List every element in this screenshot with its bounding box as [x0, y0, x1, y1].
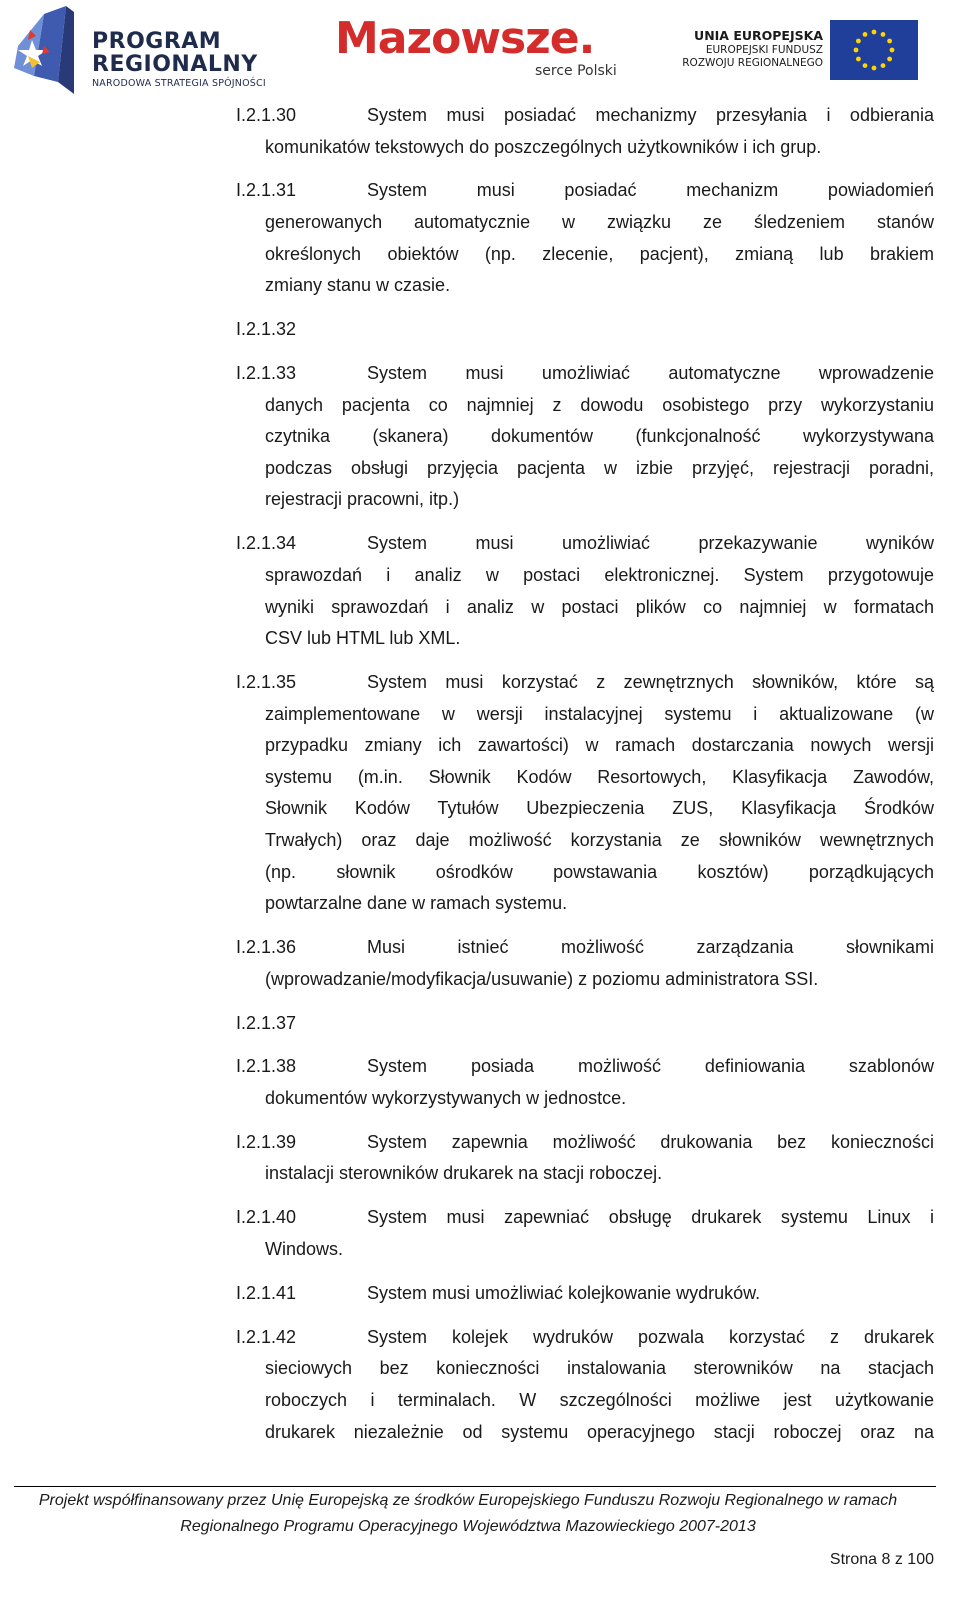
requirement-text-line: czytnika (skanera) dokumentów (funkcjonalność wykorzystywana: [265, 426, 934, 447]
requirement-number: I.2.1.33: [236, 363, 297, 384]
requirement-text-line: System kolejek wydruków pozwala korzystać z drukarek: [367, 1326, 934, 1347]
requirement-text-line: sieciowych bez konieczności instalowania sterowników na stacjach: [265, 1358, 934, 1379]
requirement-text-line: podczas obsługi przyjęcia pacjenta w izbie przyjęć, rejestracji poradni,: [265, 457, 934, 478]
requirement-text-line: System musi umożliwiać automatyczne wprowadzenie: [367, 363, 934, 384]
requirement-number: I.2.1.32: [236, 319, 297, 340]
requirement-number: I.2.1.42: [236, 1326, 297, 1347]
eu-logo-subtitle: ROZWOJU REGIONALNEGO: [682, 57, 823, 69]
requirement-text-line: System musi posiadać mechanizmy przesyłania i odbierania: [367, 105, 934, 125]
requirement-text-line: dokumentów wykorzystywanych w jednostce.: [265, 1088, 627, 1108]
requirement-number: I.2.1.34: [236, 533, 297, 554]
requirement-text-line: System musi umożliwiać przekazywanie wyników: [367, 533, 934, 554]
requirement-text-line: danych pacjenta co najmniej z dowodu osobistego przy wykorzystaniu: [265, 394, 934, 415]
requirement-text-line: Trwałych) oraz daje możliwość korzystania ze słowników wewnętrznych: [265, 829, 934, 850]
requirement-text-line: instalacji sterowników drukarek na stacji roboczej.: [265, 1163, 663, 1184]
requirement-number: I.2.1.37: [236, 1012, 297, 1033]
requirement-text-line: generowanych automatycznie w związku ze śledzeniem stanów: [265, 212, 934, 233]
footer-funding-note: Projekt współfinansowany przez Unię Europejską ze środków Europejskiego Funduszu Rozwoju Regionalnego w ramach: [38, 1492, 898, 1509]
requirement-text-line: sprawozdań i analiz w postaci elektronicznej. System przygotowuje: [265, 564, 934, 585]
page-number: Strona 8 z 100: [829, 1551, 934, 1568]
eu-logo-title: UNIA EUROPEJSKA: [694, 28, 823, 43]
requirement-item: [236, 528, 934, 654]
requirement-number: I.2.1.35: [236, 671, 297, 692]
requirement-item: [236, 1278, 934, 1310]
requirement-number: I.2.1.36: [236, 937, 297, 958]
eu-flag-icon: [830, 20, 918, 80]
requirement-number: I.2.1.39: [236, 1131, 297, 1152]
requirement-text-line: (wprowadzanie/modyfikacja/usuwanie) z poziomu administratora SSI.: [265, 968, 819, 989]
requirement-text-line: powtarzalne dane w ramach systemu.: [265, 893, 568, 914]
requirement-number: I.2.1.41: [236, 1282, 297, 1303]
requirement-text-line: System posiada możliwość definiowania szablonów: [367, 1056, 934, 1077]
footer-divider: [14, 1486, 936, 1487]
eu-logo-subtitle: EUROPEJSKI FUNDUSZ: [705, 44, 823, 56]
page-header: [0, 0, 960, 92]
requirement-text-line: komunikatów tekstowych do poszczególnych użytkowników i ich grup.: [265, 136, 822, 157]
requirement-item: [236, 1008, 934, 1040]
requirement-text-line: roboczych i terminalach. W szczególności możliwe jest użytkowanie: [265, 1389, 934, 1410]
requirement-text-line: zaimplementowane w wersji instalacyjnej systemu i aktualizowane (w: [265, 703, 934, 724]
logo-text-line: REGIONALNY: [92, 52, 258, 77]
requirement-text-line: przypadku zmiany ich zawartości) w ramach dostarczania nowych wersji: [265, 735, 934, 756]
requirement-text-line: systemu (m.in. Słownik Kodów Resortowych, Klasyfikacja Zawodów,: [265, 766, 934, 787]
program-regionalny-emblem-icon: [14, 6, 74, 94]
requirement-item: [236, 1322, 934, 1448]
requirement-text-line: Słownik Kodów Tytułów Ubezpieczenia ZUS, Klasyfikacja Środków: [265, 798, 934, 819]
requirement-text-line: rejestracji pracowni, itp.): [265, 489, 460, 510]
requirement-item: [236, 932, 934, 995]
requirement-number: I.2.1.30: [236, 105, 297, 125]
requirement-text-line: System musi umożliwiać kolejkowanie wydruków.: [367, 1282, 761, 1303]
requirement-item: [236, 1051, 934, 1114]
requirement-text-line: Musi istnieć możliwość zarządzania słownikami: [367, 937, 934, 958]
requirement-text-line: drukarek niezależnie od systemu operacyjnego stacji roboczej oraz na: [265, 1421, 934, 1442]
requirement-text-line: CSV lub HTML lub XML.: [265, 628, 461, 649]
requirement-text-line: System musi zapewniać obsługę drukarek systemu Linux i: [367, 1207, 934, 1228]
requirement-text-line: Windows.: [265, 1238, 344, 1259]
requirement-text-line: System musi korzystać z zewnętrznych słowników, które są: [367, 671, 934, 692]
requirement-number: I.2.1.31: [236, 180, 297, 201]
program-regionalny-logo: [14, 6, 294, 92]
mazowsze-wordmark: Mazowsze.: [335, 13, 595, 64]
mazowsze-logo: [335, 14, 635, 84]
requirement-item: [236, 667, 934, 920]
requirement-item: [236, 1202, 934, 1265]
requirement-number: I.2.1.38: [236, 1056, 297, 1077]
requirement-number: I.2.1.40: [236, 1207, 297, 1228]
requirement-text-line: System musi posiadać mechanizm powiadomień: [367, 180, 934, 201]
requirement-item: [236, 314, 934, 346]
requirement-text-line: wyniki sprawozdań i analiz w postaci plików co najmniej w formatach: [265, 596, 934, 617]
requirement-item: [236, 175, 934, 301]
eu-logo: [670, 20, 920, 80]
logo-text-line: PROGRAM: [92, 29, 222, 54]
requirement-text-line: System zapewnia możliwość drukowania bez konieczności: [367, 1131, 934, 1152]
footer-funding-note: Regionalnego Programu Operacyjnego Województwa Mazowieckiego 2007-2013: [180, 1518, 756, 1535]
requirement-text-line: zmiany stanu w czasie.: [265, 275, 451, 296]
requirement-text-line: określonych obiektów (np. zlecenie, pacjent), zmianą lub brakiem: [265, 243, 934, 264]
requirement-item: [236, 100, 934, 163]
mazowsze-tagline: serce Polski: [535, 63, 617, 79]
document-body: [236, 100, 934, 1460]
requirement-item: [236, 358, 934, 516]
requirement-item: [236, 1127, 934, 1190]
requirement-text-line: (np. słownik ośrodków powstawania kosztów) porządkujących: [265, 861, 934, 882]
logo-tagline: NARODOWA STRATEGIA SPÓJNOŚCI: [92, 78, 266, 89]
